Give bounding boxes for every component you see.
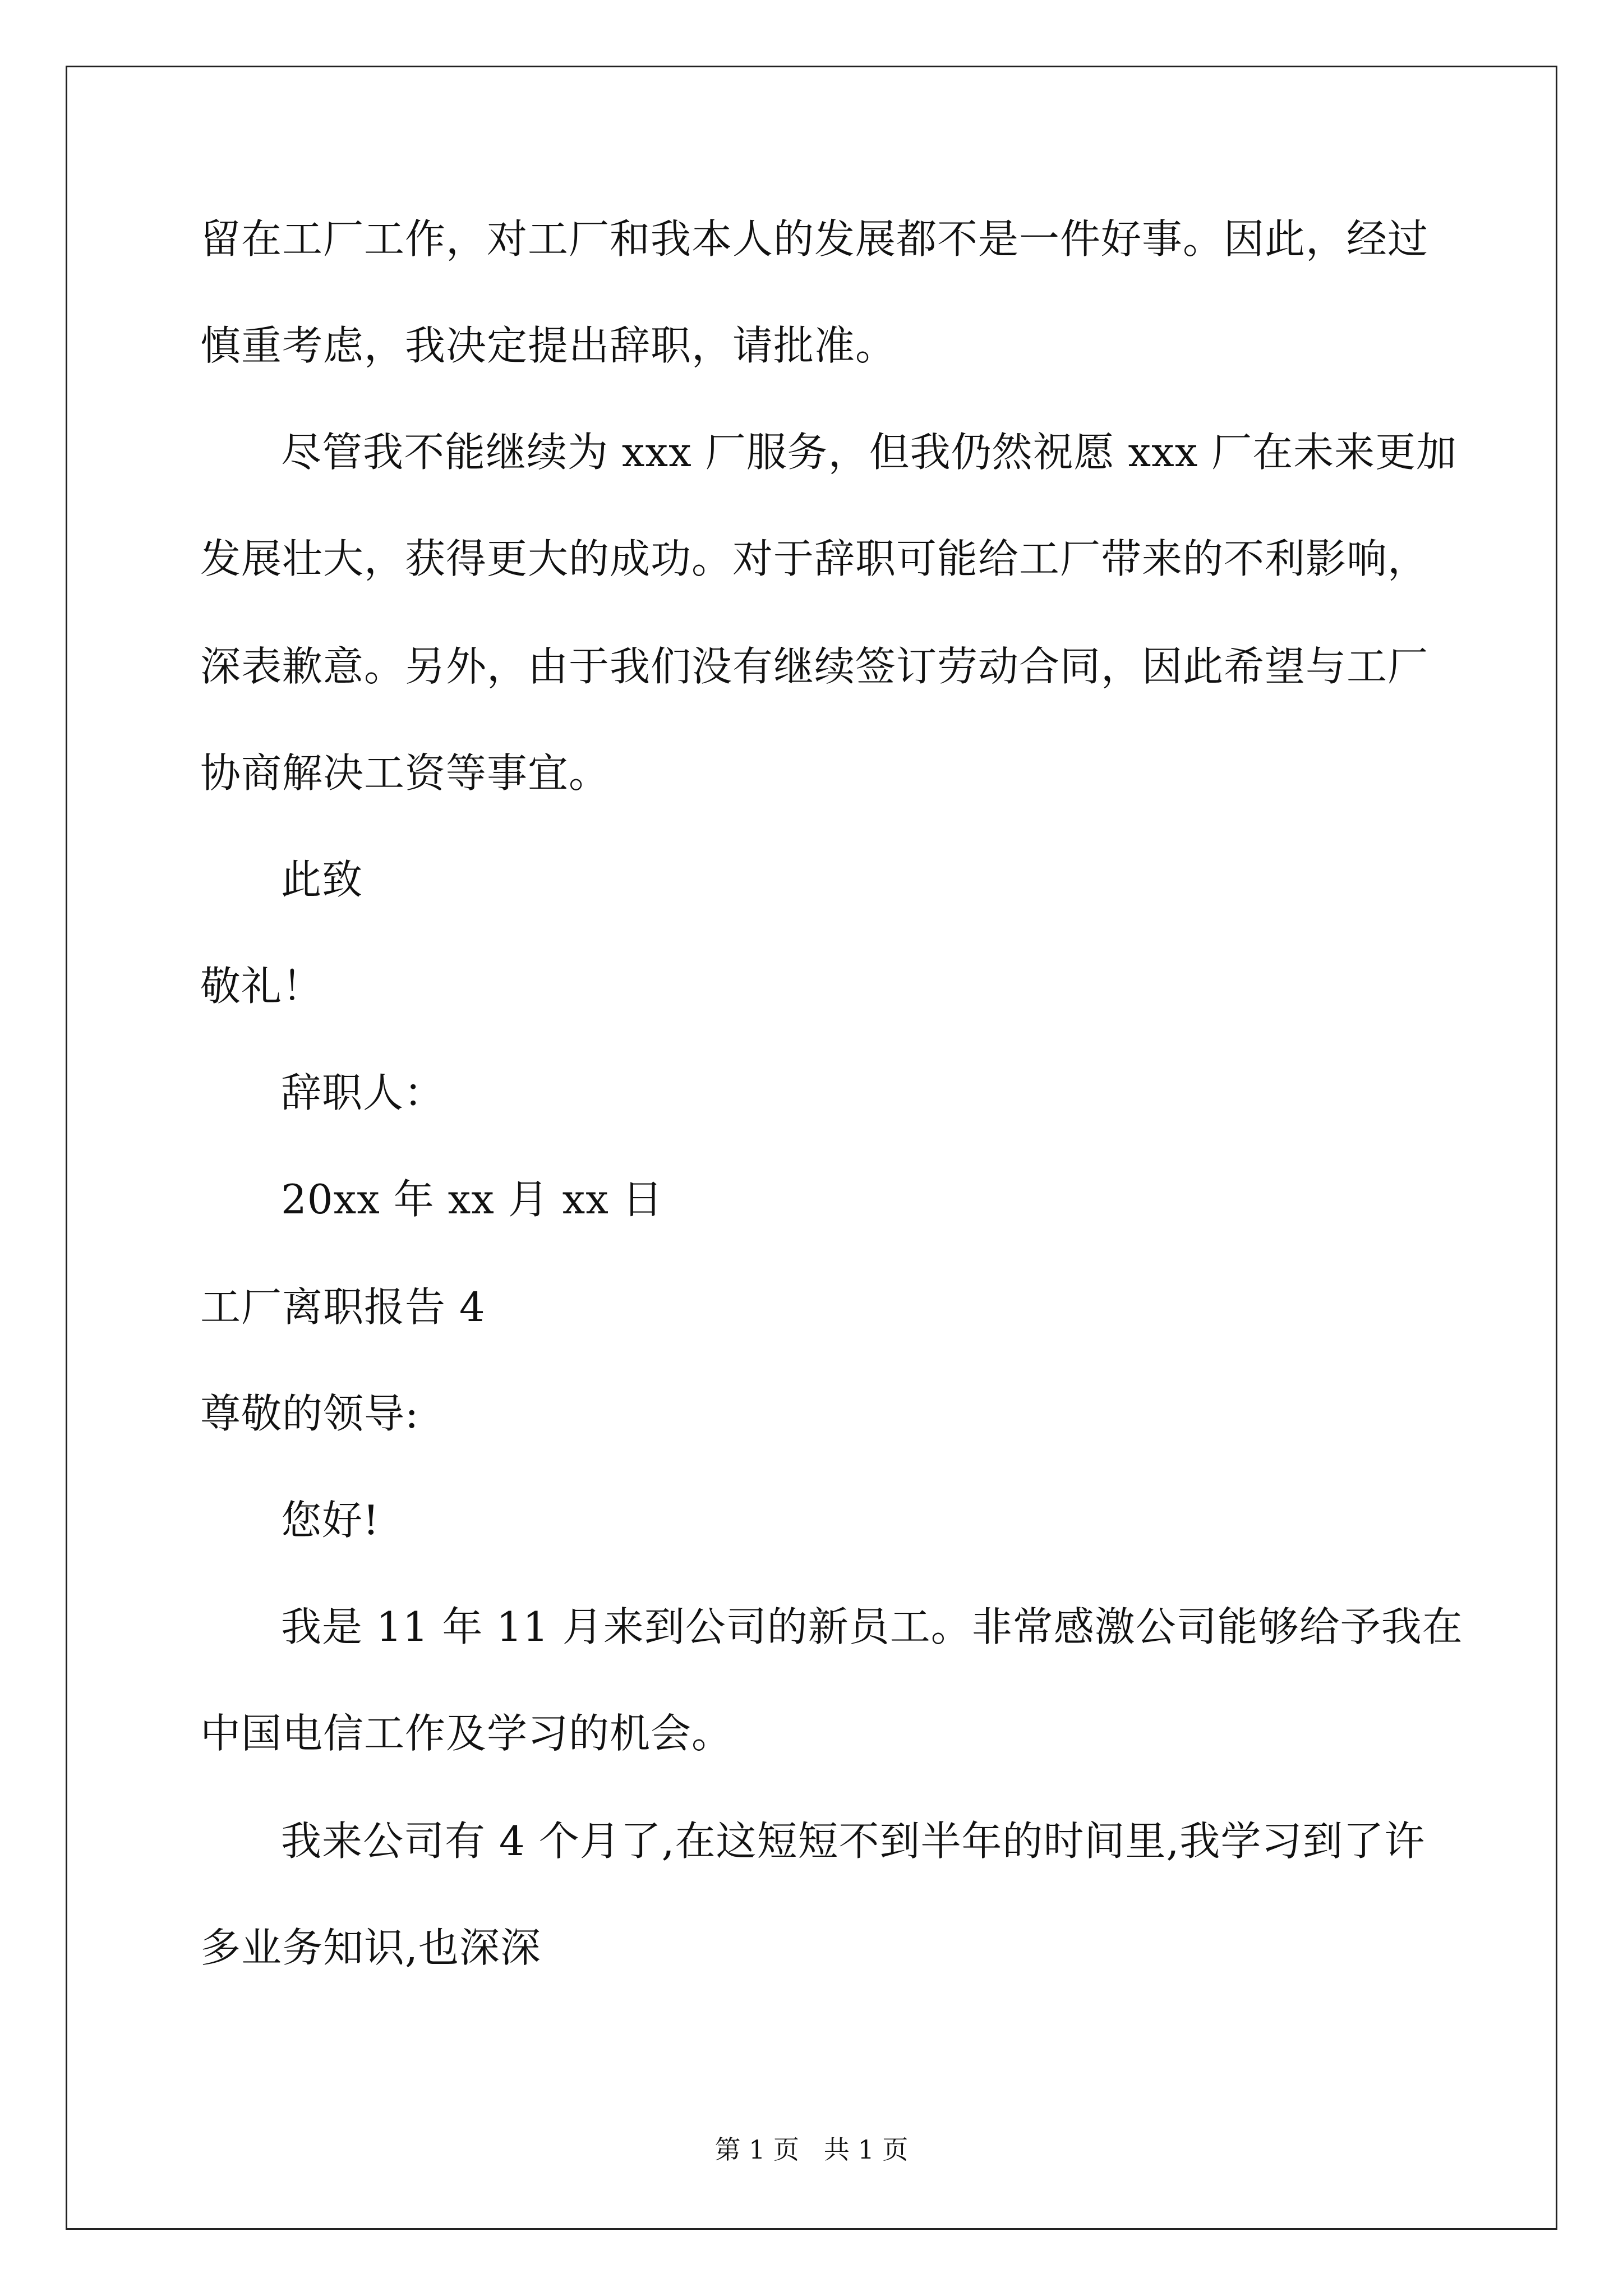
text-line: 深表歉意。另外，由于我们没有继续签订劳动合同，因此希望与工厂 (200, 643, 1429, 690)
text-line: 协商解决工资等事宜。 (200, 749, 610, 797)
closing-salutation: 此致 (281, 856, 363, 903)
greeting: 尊敬的领导: (200, 1390, 419, 1437)
greeting-hello: 您好! (281, 1497, 380, 1544)
page-number: 第 1 页 共 1 页 (714, 2134, 909, 2165)
text-line: 发展壮大，获得更大的成功。对于辞职可能给工厂带来的不利影响， (200, 535, 1429, 582)
text-line: 我来公司有 4 个月了,在这短短不到半年的时间里,我学习到了许 (281, 1818, 1426, 1865)
text-line: 尽管我不能继续为 xxx 厂服务，但我仍然祝愿 xxx 厂在未来更加 (281, 429, 1458, 476)
date-line: 20xx 年 xx 月 xx 日 (281, 1176, 663, 1223)
text-line: 多业务知识,也深深 (200, 1924, 541, 1971)
text-line: 中国电信工作及学习的机会。 (200, 1710, 733, 1757)
closing-regards: 敬礼！ (200, 963, 324, 1010)
signature-label: 辞职人： (281, 1069, 445, 1116)
page-border (66, 66, 1557, 2230)
text-line: 留在工厂工作，对工厂和我本人的发展都不是一件好事。因此，经过 (200, 215, 1429, 263)
section-title: 工厂离职报告 4 (200, 1283, 486, 1331)
text-line: 慎重考虑，我决定提出辞职，请批准。 (200, 322, 897, 369)
text-line: 我是 11 年 11 月来到公司的新员工。非常感激公司能够给予我在 (281, 1603, 1463, 1650)
